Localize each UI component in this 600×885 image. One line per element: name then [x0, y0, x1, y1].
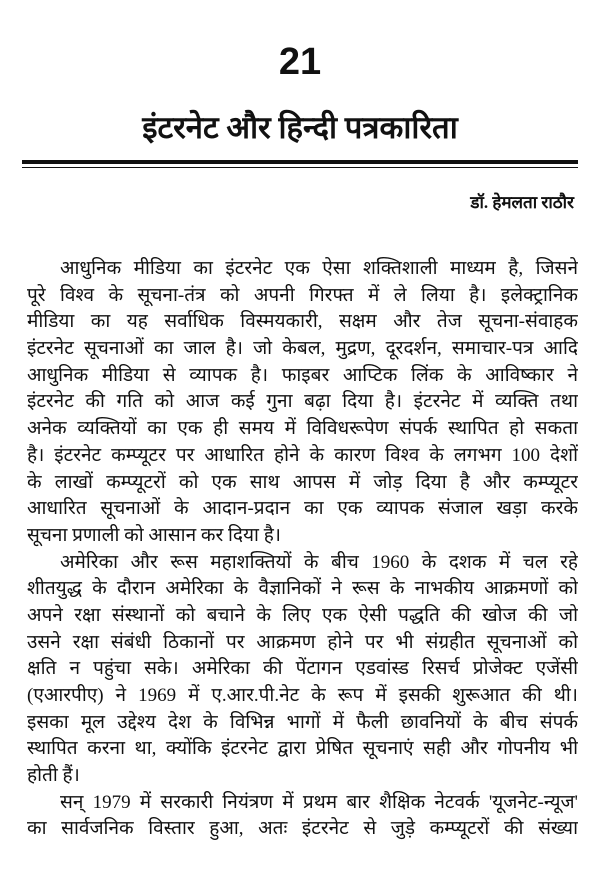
- text-line: इंटरनेट सूचनाओं का जाल है। जो केबल, मुद्रण, दूरदर्शन, समाचार-पत्र आदि: [27, 338, 578, 360]
- body-text: [27, 256, 578, 843]
- text-line: इसका मूल उद्देश्य देश के विभिन्न भागों में फैली छावनियों के बीच संपर्क: [27, 711, 578, 733]
- text-line: इंटरनेट की गति को आज कई गुना बढ़ा दिया है। इंटरनेट में व्यक्ति तथा: [27, 391, 578, 413]
- title-rule-thin: [22, 167, 578, 168]
- text-line: पूरे विश्व के सूचना-तंत्र को अपनी गिरफ्त में ले लिया है। इलेक्ट्रानिक: [27, 284, 578, 306]
- paragraph: [27, 256, 578, 550]
- title-rule-thick: [22, 160, 578, 164]
- chapter-number: 21: [278, 41, 322, 83]
- text-line: अमेरिका और रूस महाशक्तियों के बीच 1960 के दशक में चल रहे: [60, 551, 578, 573]
- text-line: सूचना प्रणाली को आसान कर दिया है।: [27, 524, 281, 546]
- text-line: उसने रक्षा संबंधी ठिकानों पर आक्रमण होने पर भी संग्रहीत सूचनाओं को: [27, 631, 578, 653]
- text-line: (एआरपीए) ने 1969 में ए.आर.पी.नेट के रूप में इसकी शुरूआत की थी।: [27, 685, 578, 706]
- chapter-title: इंटरनेट और हिन्दी पत्रकारिता: [142, 110, 458, 145]
- text-line: होती हैं।: [27, 765, 80, 787]
- text-line: का सार्वजनिक विस्तार हुआ, अतः इंटरनेट से जुड़े कम्प्यूटरों की संख्या: [27, 818, 578, 840]
- paragraph: [27, 790, 578, 843]
- text-line: स्थापित करना था, क्योंकि इंटरनेट द्वारा प्रेषित सूचनाएं सही और गोपनीय भी: [27, 738, 578, 760]
- text-line: सन् 1979 में सरकारी नियंत्रण में प्रथम बार शैक्षिक नेटवर्क 'यूजनेट-न्यूज': [60, 791, 578, 813]
- text-line: क्षति न पहुंचा सके। अमेरिका की पेंटागन एडवांस्ड रिसर्च प्रोजेक्ट एजेंसी: [27, 658, 578, 680]
- text-line: शीतयुद्ध के दौरान अमेरिका के वैज्ञानिकों ने रूस के नाभकीय आक्रमणों को: [27, 578, 578, 600]
- text-line: आधुनिक मीडिया का इंटरनेट एक ऐसा शक्तिशाली माध्यम है, जिसने: [60, 258, 578, 279]
- text-line: अनेक व्यक्तियों का एक ही समय में विविधरूपेण संपर्क स्थापित हो सकता: [27, 418, 578, 440]
- paragraph: [27, 550, 578, 790]
- text-line: है। इंटरनेट कम्प्यूटर पर आधारित होने के कारण विश्व के लगभग 100 देशों: [27, 444, 578, 466]
- author-name: डॉ. हेमलता राठौर: [470, 193, 574, 212]
- text-line: मीडिया का यह सर्वाधिक विस्मयकारी, सक्षम और तेज सूचना-संवाहक: [27, 311, 578, 333]
- text-line: आधारित सूचनाओं के आदान-प्रदान का एक व्यापक संजाल खड़ा करके: [27, 498, 578, 520]
- text-line: अपने रक्षा संस्थानों को बचाने के लिए एक ऐसी पद्धति की खोज की जो: [27, 604, 578, 626]
- text-line: आधुनिक मीडिया से व्यापक है। फाइबर आप्टिक लिंक के आविष्कार ने: [27, 364, 578, 386]
- text-line: के लाखों कम्प्यूटरों को एक साथ आपस में जोड़ दिया है और कम्प्यूटर: [27, 471, 578, 493]
